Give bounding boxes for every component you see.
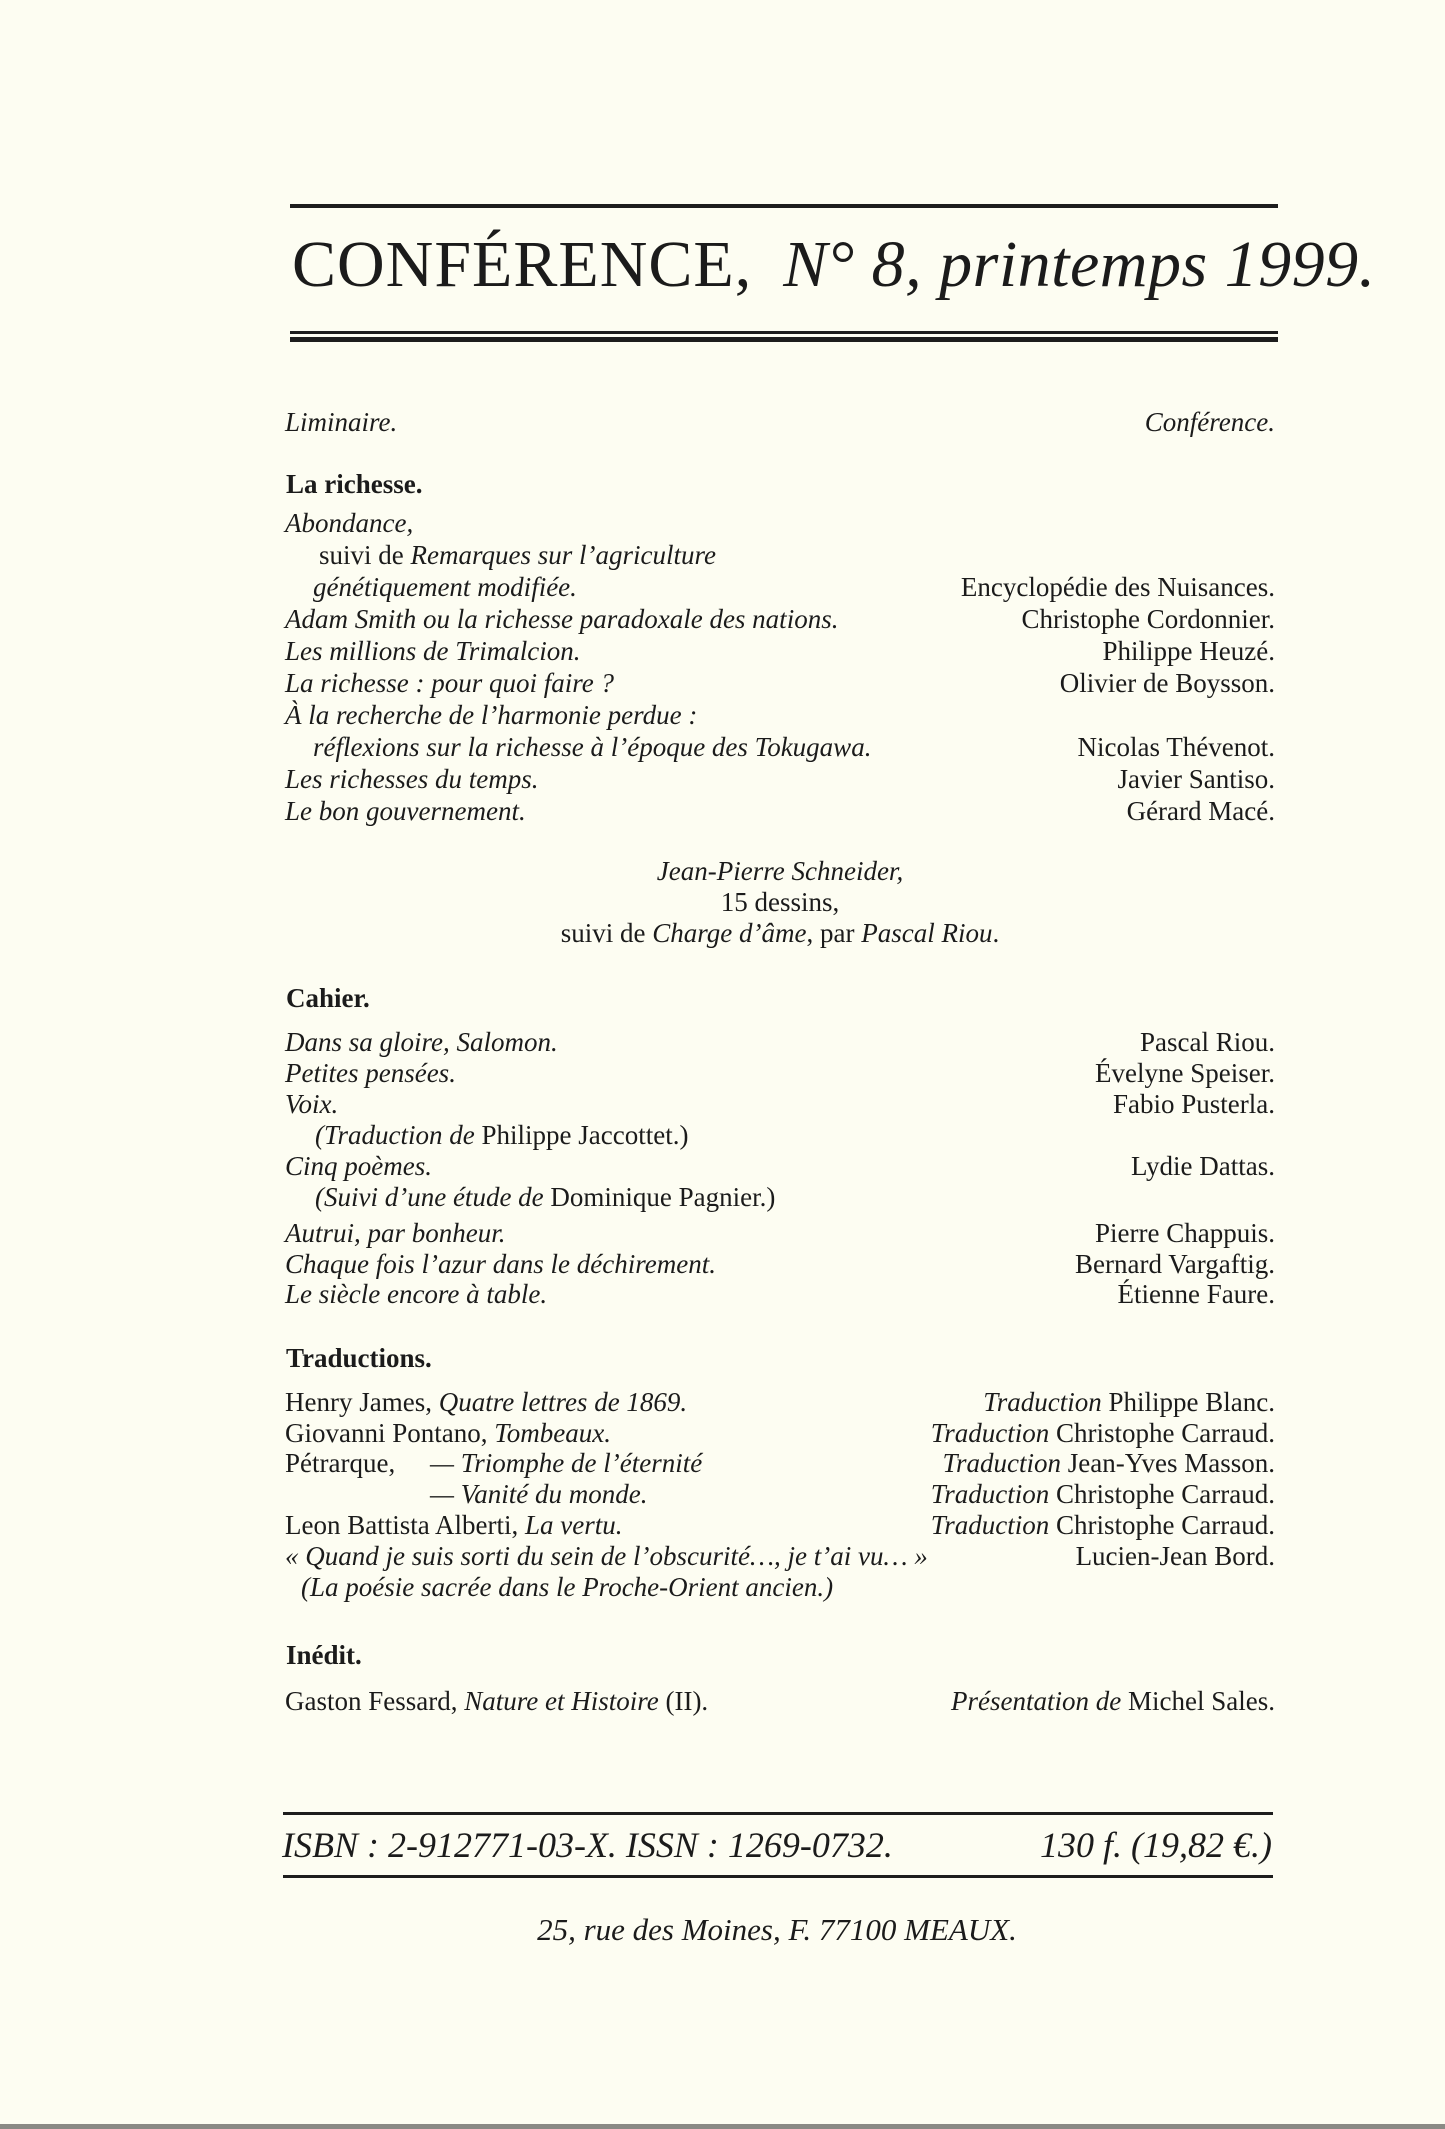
- issue-info: N° 8, printemps 1999.: [783, 228, 1376, 301]
- note-name: Dominique Pagnier.): [550, 1182, 776, 1212]
- entry-title: « Quand je suis sorti du sein de l’obscurité…, je t’ai vu… »: [285, 1541, 928, 1571]
- toc-entry: [285, 699, 1275, 731]
- isbn-line: [282, 1820, 1272, 1870]
- title-double-rule-top: [290, 331, 1278, 334]
- toc-entry-continued: [285, 731, 1275, 763]
- suivi-author: Pascal Riou: [861, 918, 993, 948]
- toc-entry: [285, 1150, 1275, 1182]
- entry-author: Pétrarque,: [285, 1448, 396, 1478]
- toc-entry: Giovanni Pontano, Tombeaux. Traduction Christophe Carraud.: [285, 1418, 1275, 1448]
- entry-title: Voix.: [285, 1089, 339, 1119]
- entry-author: Pierre Chappuis.: [1095, 1218, 1275, 1248]
- dessins-artist: Jean-Pierre Schneider,: [656, 856, 904, 886]
- entry-title: Liminaire.: [285, 407, 398, 437]
- presenter: Michel Sales.: [1121, 1686, 1275, 1716]
- toc-entry-continued: [285, 539, 1275, 571]
- translator: Philippe Blanc.: [1101, 1387, 1275, 1417]
- entry-author: Encyclopédie des Nuisances.: [960, 572, 1275, 602]
- publisher-address: 25, rue des Moines, F. 77100 MEAUX.: [537, 1912, 1017, 1947]
- entry-subtitle: (La poésie sacrée dans le Proche-Orient ancien.): [301, 1572, 834, 1602]
- footer-rule-bottom: [283, 1875, 1273, 1878]
- entry-title: La richesse : pour quoi faire ?: [285, 668, 614, 698]
- entry-title: Abondance,: [285, 508, 414, 538]
- entry-title: Tombeaux.: [494, 1418, 612, 1448]
- entry-title: — Vanité du monde.: [430, 1479, 648, 1509]
- translator: Christophe Carraud.: [1049, 1479, 1275, 1509]
- toc-entry-liminaire: [285, 406, 1275, 438]
- entry-title: Le bon gouvernement.: [285, 796, 526, 826]
- entry-title: Le siècle encore à table.: [285, 1279, 548, 1309]
- toc-entry: — Vanité du monde. Traduction Christophe Carraud.: [430, 1479, 1275, 1509]
- toc-entry: [285, 1057, 1275, 1089]
- entry-prefix: suivi de: [319, 540, 411, 570]
- entry-author: Bernard Vargaftig.: [1075, 1249, 1275, 1279]
- entry-title: Les millions de Trimalcion.: [285, 636, 581, 666]
- toc-entry-note: (Traduction de Philippe Jaccottet.): [315, 1120, 689, 1150]
- translator: Christophe Carraud.: [1049, 1418, 1275, 1448]
- entry-title: Remarques sur l’agriculture: [410, 540, 716, 570]
- price: 130 f. (19,82 €.): [1040, 1825, 1272, 1865]
- entry-title: Les richesses du temps.: [285, 764, 539, 794]
- entry-author: Lydie Dattas.: [1131, 1151, 1275, 1181]
- toc-entry: [285, 667, 1275, 699]
- toc-entry-continued: [285, 571, 1275, 603]
- dessins-count: 15 dessins,: [720, 887, 840, 917]
- note-name: Philippe Jaccottet.): [481, 1120, 689, 1150]
- toc-entry: [285, 1088, 1275, 1120]
- entry-author: Gérard Macé.: [1126, 796, 1275, 826]
- entry-title: Cinq poèmes.: [285, 1151, 432, 1181]
- journal-name: CONFÉRENCE,: [292, 228, 753, 301]
- toc-entry: [285, 1026, 1275, 1058]
- entry-author: Gaston Fessard,: [285, 1686, 465, 1716]
- entry-title: Chaque fois l’azur dans le déchirement.: [285, 1249, 716, 1279]
- toc-entry: [285, 1540, 1275, 1572]
- top-rule: [290, 204, 1278, 208]
- entry-author: Pascal Riou.: [1140, 1027, 1275, 1057]
- suivi-title: Charge d’âme: [652, 918, 807, 948]
- entry-title: Dans sa gloire, Salomon.: [285, 1027, 558, 1057]
- title-double-rule-bottom: [290, 337, 1278, 342]
- entry-author: Christophe Cordonnier.: [1021, 604, 1275, 634]
- dessins-suivi: suivi de Charge d’âme, par Pascal Riou.: [560, 918, 1000, 948]
- scan-edge: [0, 2124, 1445, 2129]
- toc-entry: Pétrarque, — Triomphe de l’éternité Traduction Jean-Yves Masson.: [285, 1448, 1275, 1478]
- toc-entry: [285, 795, 1275, 827]
- entry-author: Fabio Pusterla.: [1113, 1089, 1275, 1119]
- entry-title: Autrui, par bonheur.: [285, 1218, 506, 1248]
- isbn-issn: ISBN : 2-912771-03-X. ISSN : 1269-0732.: [282, 1825, 893, 1865]
- entry-title: À la recherche de l’harmonie perdue :: [285, 700, 698, 730]
- entry-title: réflexions sur la richesse à l’époque des Tokugawa.: [313, 732, 872, 762]
- entry-author: Giovanni Pontano,: [285, 1418, 495, 1448]
- section-heading-traductions: Traductions.: [286, 1343, 432, 1373]
- section-heading-cahier: Cahier.: [286, 983, 370, 1013]
- entry-author: Nicolas Thévenot.: [1077, 732, 1275, 762]
- toc-entry: [285, 1278, 1275, 1310]
- toc-entry-subtitle: [285, 1571, 1275, 1603]
- toc-entry: Henry James, Quatre lettres de 1869. Traduction Philippe Blanc.: [285, 1387, 1275, 1417]
- toc-entry: [285, 1248, 1275, 1280]
- entry-title: génétiquement modifiée.: [313, 572, 577, 602]
- entry-title: La vertu.: [524, 1510, 623, 1540]
- entry-title: Quatre lettres de 1869.: [438, 1387, 688, 1417]
- toc-entry: [285, 603, 1275, 635]
- entry-title: Nature et Histoire: [464, 1686, 659, 1716]
- entry-title: Adam Smith ou la richesse paradoxale des nations.: [285, 604, 839, 634]
- entry-author: Philippe Heuzé.: [1102, 636, 1275, 666]
- entry-author: Évelyne Speiser.: [1095, 1058, 1275, 1088]
- toc-entry: [285, 763, 1275, 795]
- toc-entry: [285, 507, 1275, 539]
- page-title: [292, 225, 1376, 305]
- toc-entry: [285, 635, 1275, 667]
- entry-title: Petites pensées.: [285, 1058, 456, 1088]
- entry-author: Étienne Faure.: [1117, 1279, 1275, 1309]
- translator: Christophe Carraud.: [1049, 1510, 1275, 1540]
- toc-entry: Gaston Fessard, Nature et Histoire (II). Présentation de Michel Sales.: [285, 1686, 1275, 1716]
- section-heading-inedit: Inédit.: [286, 1640, 362, 1670]
- entry-author: Lucien-Jean Bord.: [1075, 1541, 1275, 1571]
- entry-author: Olivier de Boysson.: [1059, 668, 1275, 698]
- toc-entry: Leon Battista Alberti, La vertu. Traduction Christophe Carraud.: [285, 1510, 1275, 1540]
- entry-title: — Triomphe de l’éternité: [430, 1448, 703, 1478]
- toc-entry-note: (Suivi d’une étude de Dominique Pagnier.): [315, 1182, 776, 1212]
- entry-author: Leon Battista Alberti,: [285, 1510, 525, 1540]
- translator: Jean-Yves Masson.: [1060, 1448, 1275, 1478]
- toc-entry: [285, 1217, 1275, 1249]
- footer-rule-top: [283, 1812, 1273, 1815]
- entry-author: Conférence.: [1144, 407, 1275, 437]
- entry-author: Javier Santiso.: [1117, 764, 1275, 794]
- entry-author: Henry James,: [285, 1387, 439, 1417]
- section-heading-richesse: La richesse.: [286, 469, 423, 499]
